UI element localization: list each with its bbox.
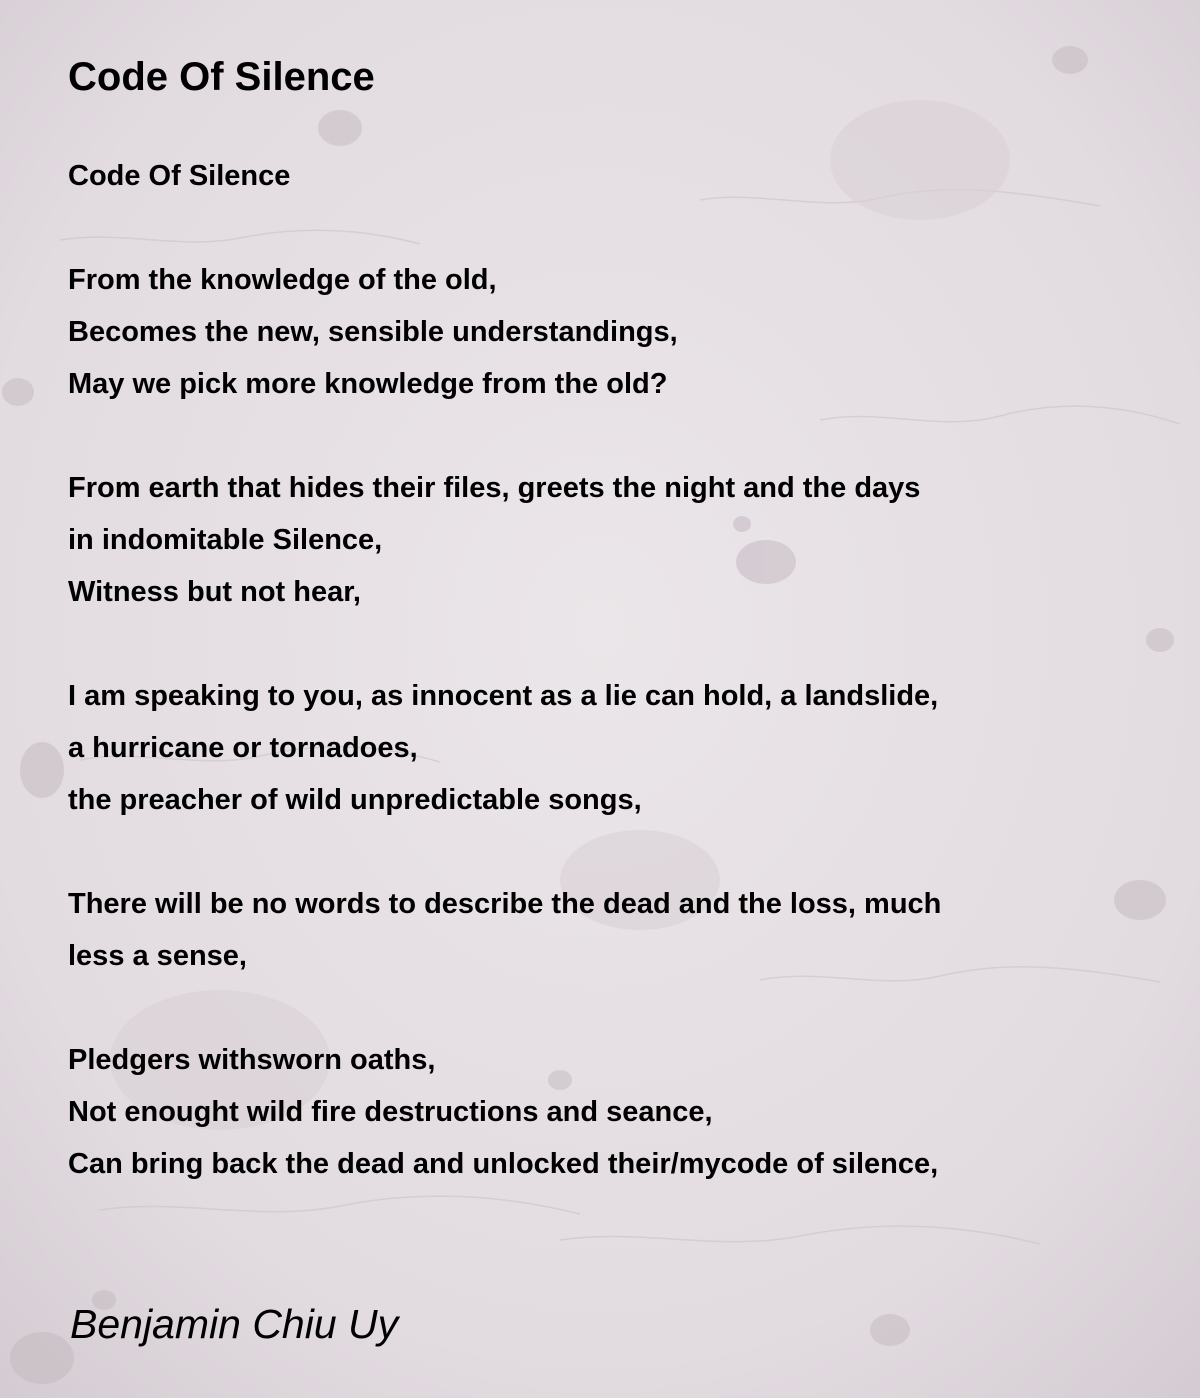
stanza-gap <box>68 826 1148 878</box>
poem-line: Code Of Silence <box>68 160 291 192</box>
poem-line: Not enought wild fire destructions and seance, <box>68 1096 713 1128</box>
poem-line: From the knowledge of the old, <box>68 264 497 296</box>
poem-line: From earth that hides their files, greets the night and the days <box>68 472 921 504</box>
poem-title: Code Of Silence <box>68 55 375 99</box>
poem-line: in indomitable Silence, <box>68 524 383 556</box>
stanza-gap <box>68 202 1148 254</box>
poem-line: a hurricane or tornadoes, <box>68 732 418 764</box>
stanza-gap <box>68 982 1148 1034</box>
stanza-gap <box>68 410 1148 462</box>
poem-line: Becomes the new, sensible understandings, <box>68 316 678 348</box>
stanza-gap <box>68 618 1148 670</box>
poem-line: Can bring back the dead and unlocked their/mycode of silence, <box>68 1148 939 1180</box>
poem-line: less a sense, <box>68 940 247 972</box>
poem-author: Benjamin Chiu Uy <box>70 1301 399 1347</box>
poem-line: the preacher of wild unpredictable songs, <box>68 784 642 816</box>
poem-line: I am speaking to you, as innocent as a lie can hold, a landslide, <box>68 680 939 712</box>
poem-line: May we pick more knowledge from the old? <box>68 368 668 400</box>
poem-line: Witness but not hear, <box>68 576 361 608</box>
poem-line: Pledgers withsworn oaths, <box>68 1044 436 1076</box>
poem-body <box>68 150 1148 1190</box>
poem-line: There will be no words to describe the dead and the loss, much <box>68 888 942 920</box>
